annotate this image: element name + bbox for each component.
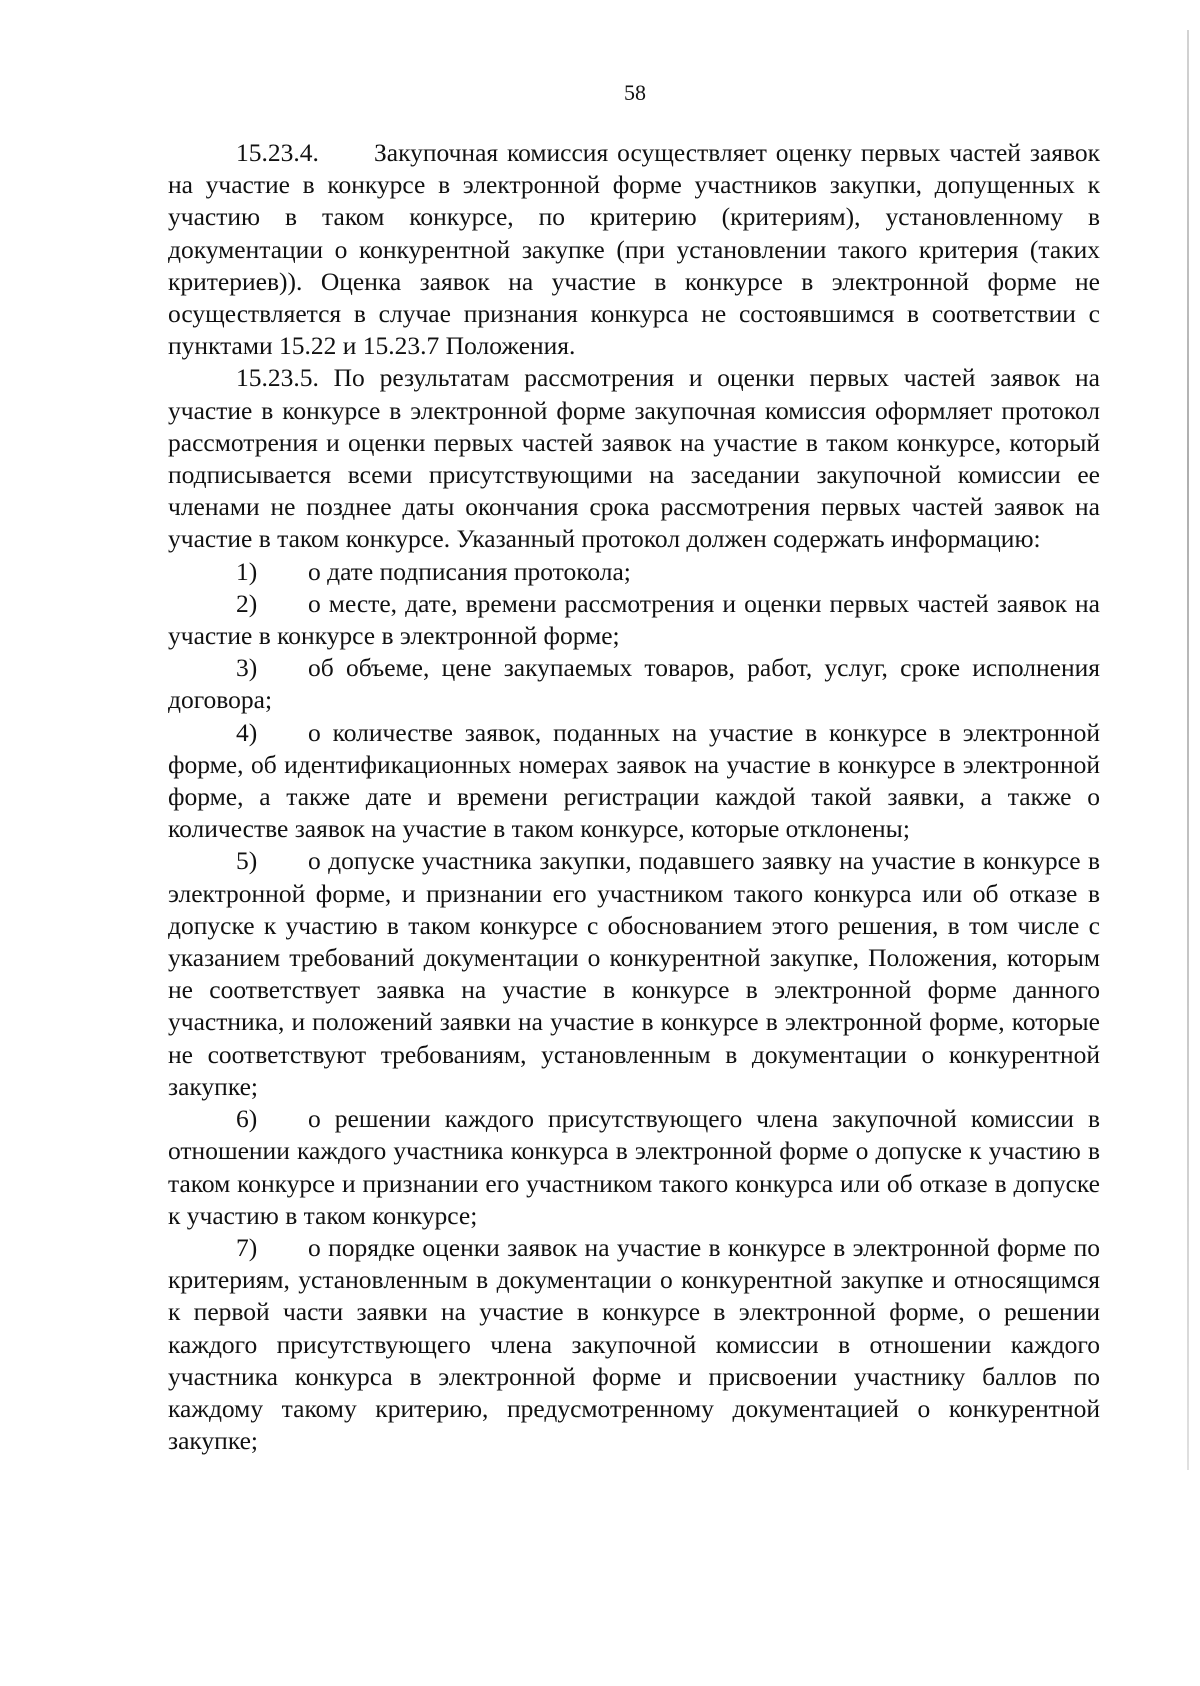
paragraph-text: 15.23.5. По результатам рассмотрения и оценки первых частей заявок на участие в конкурсе в электронной форме закупочная комиссия оформляет протокол рассмотрения и оценки первых частей заявок на участие в таком конкурсе, который подписывается всеми присутствующими на заседании закупочной комиссии ее членами не позднее даты окончания срока рассмотрения первых частей заявок на участие в таком конкурсе. Указанный протокол должен содержать информацию: — [168, 363, 1100, 554]
list-item-text: о допуске участника закупки, подавшего заявку на участие в конкурсе в электронной форме, и признании его участником такого конкурса или об отказе в допуске к участию в таком конкурсе с обоснованием этого решения, в том числе с указанием требований документации о конкурентной закупке, Положения, которым не соответствует заявка на участие в конкурсе в электронной форме данного участника, и положений заявки на участие в конкурсе в электронной форме, которые не соответствуют требованиям, установленным в документации о конкурентной закупке; — [168, 846, 1100, 1101]
list-item-text: о месте, дате, времени рассмотрения и оценки первых частей заявок на участие в конкурсе в электронной форме; — [168, 588, 1100, 651]
list-item-text: о количестве заявок, поданных на участие в конкурсе в электронной форме, об идентификационных номерах заявок на участие в конкурсе в электронной форме, а также дате и времени регистрации каждой такой заявки, а также о количестве заявок на участие в таком конкурсе, которые отклонены; — [168, 717, 1100, 844]
list-item-text: о порядке оценки заявок на участие в конкурсе в электронной форме по критериям, установленным в документации о конкурентной закупке и относящимся к первой части заявки на участие в конкурсе в электронной форме, о решении каждого присутствующего члена закупочной комиссии в отношении каждого участника конкурса в электронной форме и присвоении участнику баллов по каждому такому критерию, предусмотренному документацией о конкурентной закупке; — [168, 1232, 1100, 1456]
list-item-number: 3) — [236, 653, 258, 683]
list-item-number: 1) — [236, 556, 258, 586]
list-item-3 — [168, 652, 1100, 716]
paragraph-number: 15.23.4. — [236, 138, 319, 167]
list-item-number: 5) — [236, 846, 258, 876]
list-item-2 — [168, 588, 1100, 652]
list-item-6 — [168, 1103, 1100, 1232]
list-item-text: об объеме, цене закупаемых товаров, работ, услуг, сроке исполнения договора; — [168, 653, 1100, 715]
list-item-text: о дате подписания протокола; — [308, 556, 631, 586]
list-item-text: о решении каждого присутствующего члена закупочной комиссии в отношении каждого участника конкурса в электронной форме о допуске к участию в таком конкурсе и признании его участником такого конкурса или об отказе в допуске к участию в таком конкурсе; — [168, 1104, 1100, 1230]
list-item-number: 2) — [236, 588, 258, 618]
document-body — [168, 137, 1100, 1457]
paragraph-15-23-5 — [168, 362, 1100, 555]
list-item-number: 4) — [236, 717, 258, 747]
list-item-4 — [168, 717, 1100, 846]
page-number: 58 — [624, 80, 646, 105]
paragraph-15-23-4 — [168, 137, 1100, 362]
list-item-5 — [168, 845, 1100, 1103]
list-item-number: 6) — [236, 1104, 258, 1134]
scan-edge-line — [1187, 30, 1189, 1470]
list-item-number: 7) — [236, 1232, 258, 1262]
list-item-1 — [168, 556, 1100, 588]
list-item-7 — [168, 1232, 1100, 1457]
paragraph-text: Закупочная комиссия осуществляет оценку первых частей заявок на участие в конкурсе в электронной форме участников закупки, допущенных к участию в таком конкурсе, по критерию (критериям), установленному в документации о конкурентной закупке (при установлении такого критерия (таких критериев)). Оценка заявок на участие в конкурсе в электронной форме не осуществляется в случае признания конкурса не состоявшимся в соответствии с пунктами 15.22 и 15.23.7 Положения. — [168, 138, 1100, 361]
